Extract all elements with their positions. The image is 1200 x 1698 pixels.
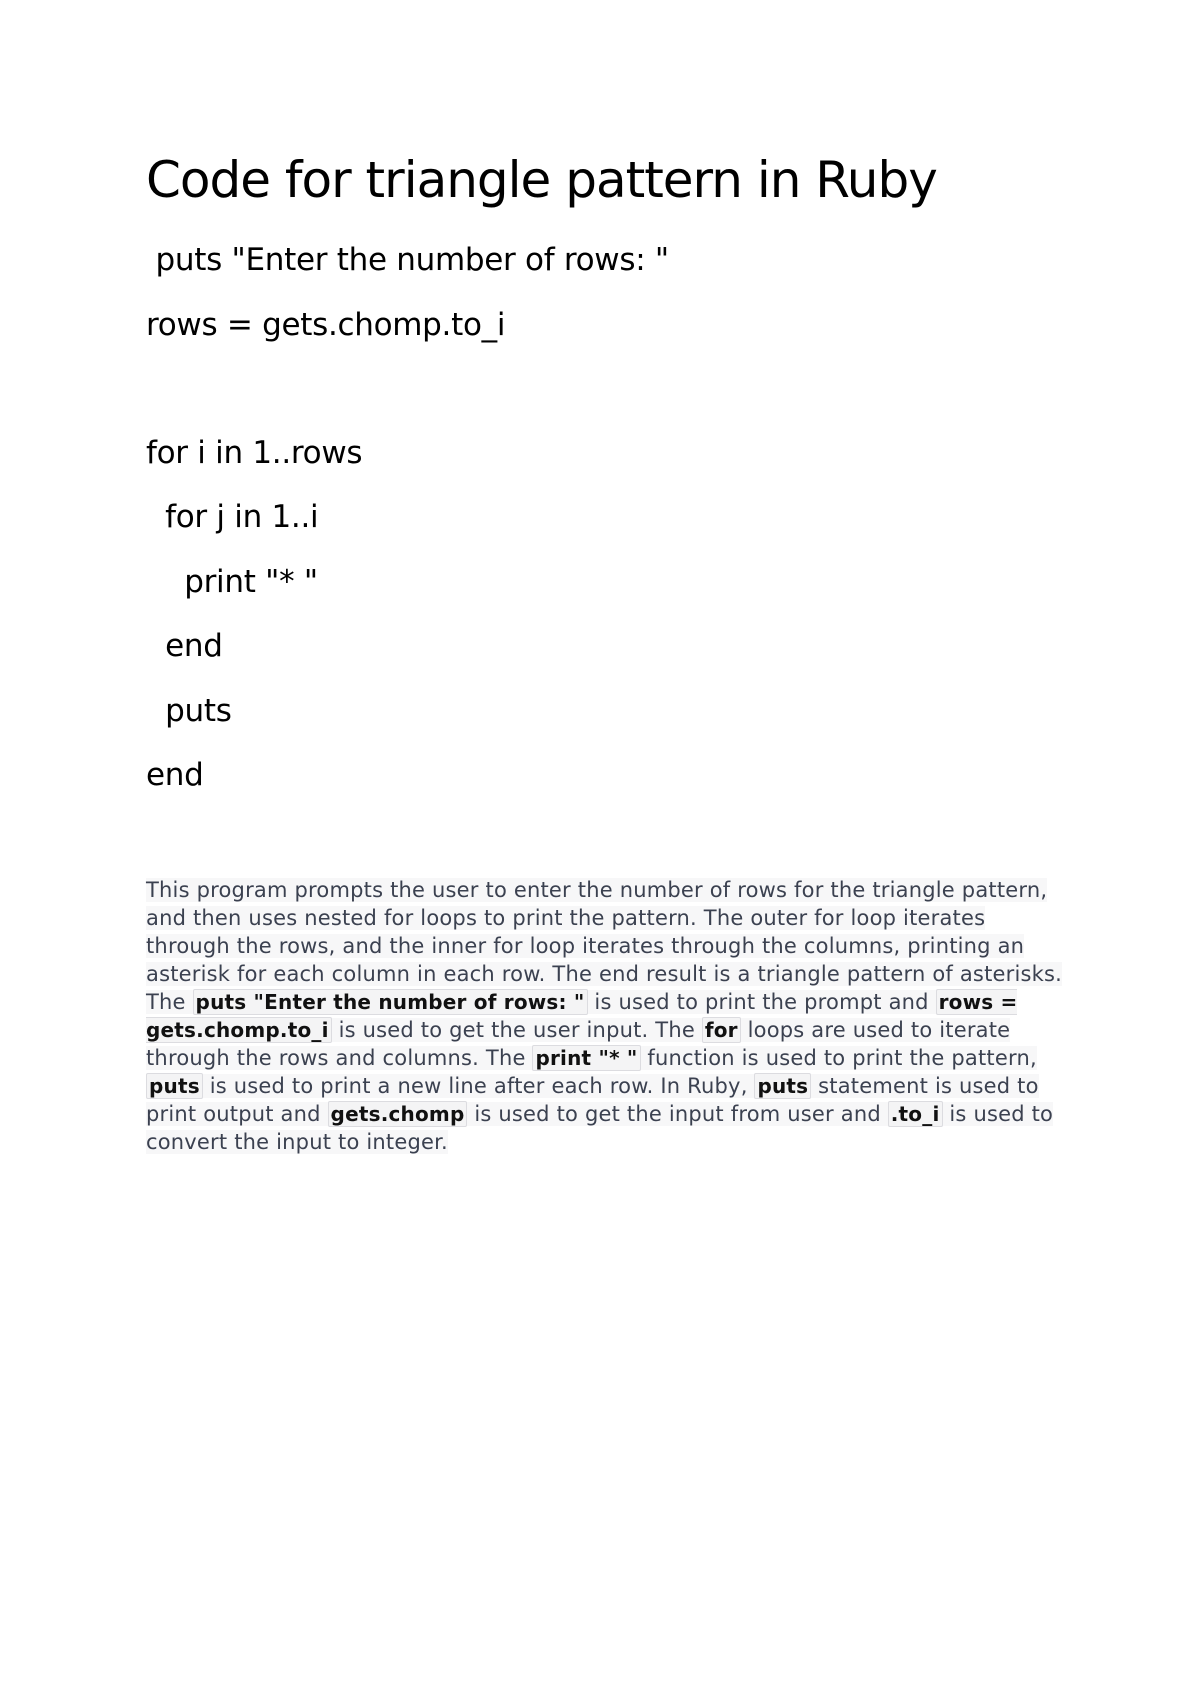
- inline-code: puts "Enter the number of rows: ": [193, 989, 588, 1015]
- inline-code: .to_i: [888, 1101, 943, 1127]
- code-line-3: for i in 1..rows: [146, 435, 363, 471]
- explanation-text: is used to get the input from user and: [467, 1102, 888, 1126]
- explanation-text: function is used to print the pattern,: [640, 1046, 1037, 1070]
- code-line-6: end: [146, 628, 223, 664]
- inline-code: puts: [754, 1073, 811, 1099]
- code-line-7: puts: [146, 693, 232, 729]
- explanation-text: is used to print a new line after each row. In Ruby,: [202, 1074, 755, 1098]
- inline-code: for: [702, 1017, 741, 1043]
- document-title: Code for triangle pattern in Ruby: [146, 151, 937, 209]
- code-line-5: print "* ": [146, 564, 318, 600]
- explanation-text: is used to get the user input. The: [331, 1018, 702, 1042]
- explanation-text: This program prompts the user to enter the number of rows for the triangle pattern, and then uses nested for loops to print the pattern. The outer for loop iterates through the rows, and the inner for loop iterates through the columns, printing an asterisk for each column in each row. The end result is a triangle pattern of asterisks. The: [146, 878, 1063, 1014]
- explanation-text: is used to print the prompt and: [587, 990, 936, 1014]
- code-line-8: end: [146, 757, 204, 793]
- inline-code: print "* ": [532, 1045, 640, 1071]
- explanation-paragraph: [146, 876, 1066, 1156]
- code-line-2: rows = gets.chomp.to_i: [146, 307, 506, 343]
- explanation-text: is used to convert the input to integer.: [146, 1102, 1054, 1154]
- code-line-4: for j in 1..i: [146, 499, 319, 535]
- code-line-1: puts "Enter the number of rows: ": [146, 242, 669, 278]
- explanation-text: statement is used to print output and: [146, 1074, 1039, 1126]
- explanation-text: loops are used to iterate through the rows and columns. The: [146, 1018, 1011, 1070]
- inline-code: puts: [146, 1073, 203, 1099]
- inline-code: gets.chomp: [328, 1101, 468, 1127]
- inline-code: rows = gets.chomp.to_i: [146, 990, 1018, 1042]
